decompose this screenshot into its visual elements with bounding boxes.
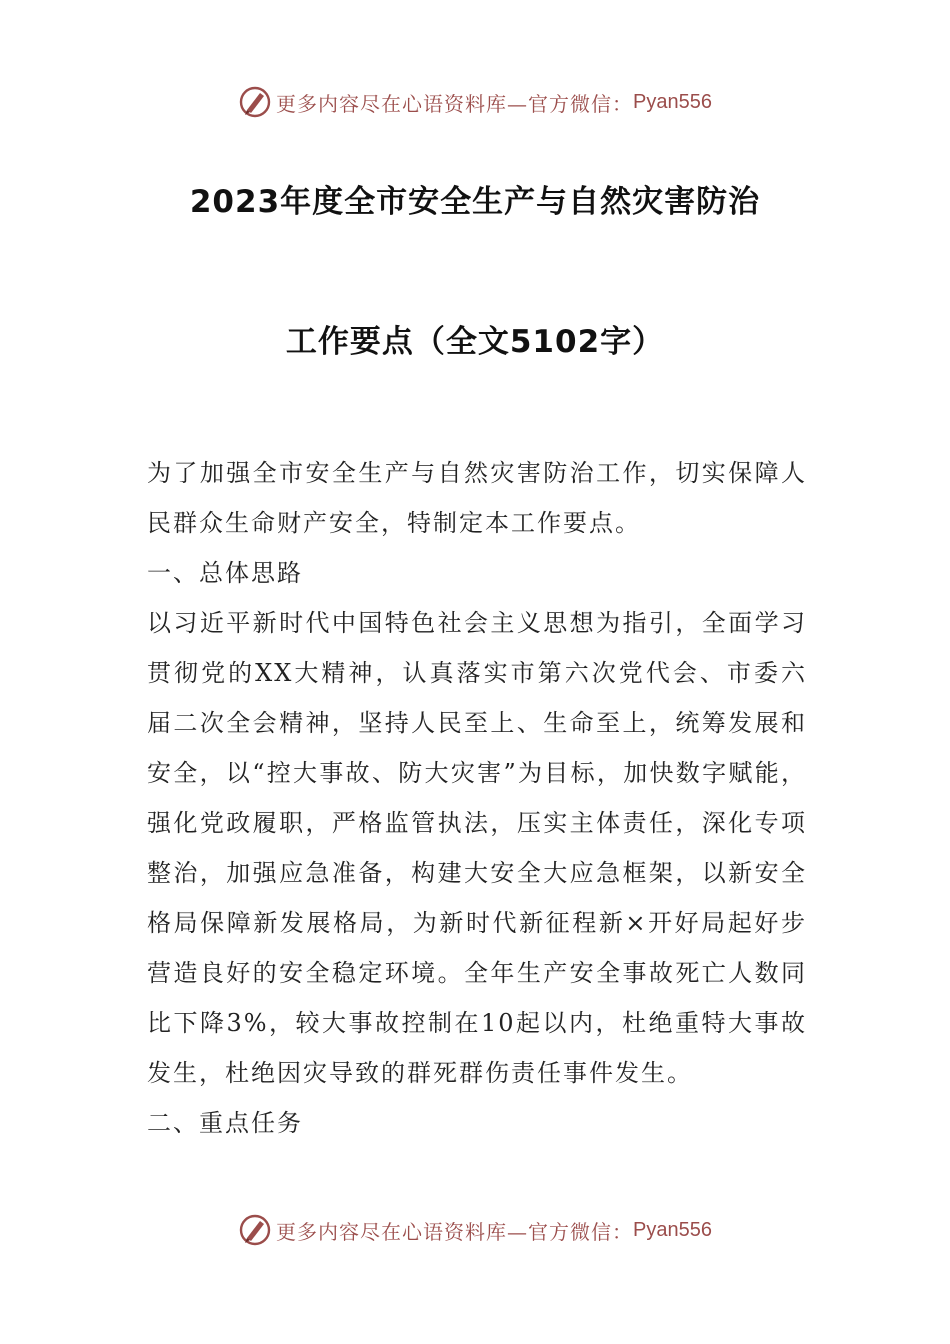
footer-watermark-banner: [0, 1210, 950, 1250]
section-heading-overall: 一、总体思路: [147, 559, 303, 587]
overall-approach-paragraph: 以习近平新时代中国特色社会主义思想为指引，全面学习贯彻党的XX大精神，认真落实市第六次党代会、市委六届二次全会精神，坚持人民至上、生命至上，统筹发展和安全，以“控大事故、防大灾害”为目标，加快数字赋能，强化党政履职，严格监管执法，压实主体责任，深化专项整治，加强应急准备，构建大安全大应急框架，以新安全格局保障新发展格局，为新时代新征程新×开好局起好步营造良好的安全稳定环境。全年生产安全事故死亡人数同比下降3%，较大事故控制在10起以内，杜绝重特大事故发生，杜绝因灾导致的群死群伤责任事件发生。: [147, 609, 807, 1087]
document-title-line1: 2023年度全市安全生产与自然灾害防治: [189, 184, 761, 220]
document-title-line2: 工作要点（全文5102字）: [285, 324, 665, 360]
pen-logo-icon: [238, 85, 272, 119]
document-body: [147, 448, 807, 1148]
banner-text: 更多内容尽在心语资料库—官方微信：: [276, 91, 634, 116]
pen-logo-icon: [238, 1213, 272, 1247]
banner-wechat-id: Pyan556: [633, 90, 712, 113]
section-heading-key-tasks: 二、重点任务: [147, 1109, 303, 1137]
banner-wechat-id: Pyan556: [633, 1218, 712, 1241]
header-watermark-banner: [0, 82, 950, 122]
banner-text: 更多内容尽在心语资料库—官方微信：: [276, 1219, 634, 1244]
intro-paragraph: 为了加强全市安全生产与自然灾害防治工作，切实保障人民群众生命财产安全，特制定本工作要点。: [147, 459, 807, 537]
